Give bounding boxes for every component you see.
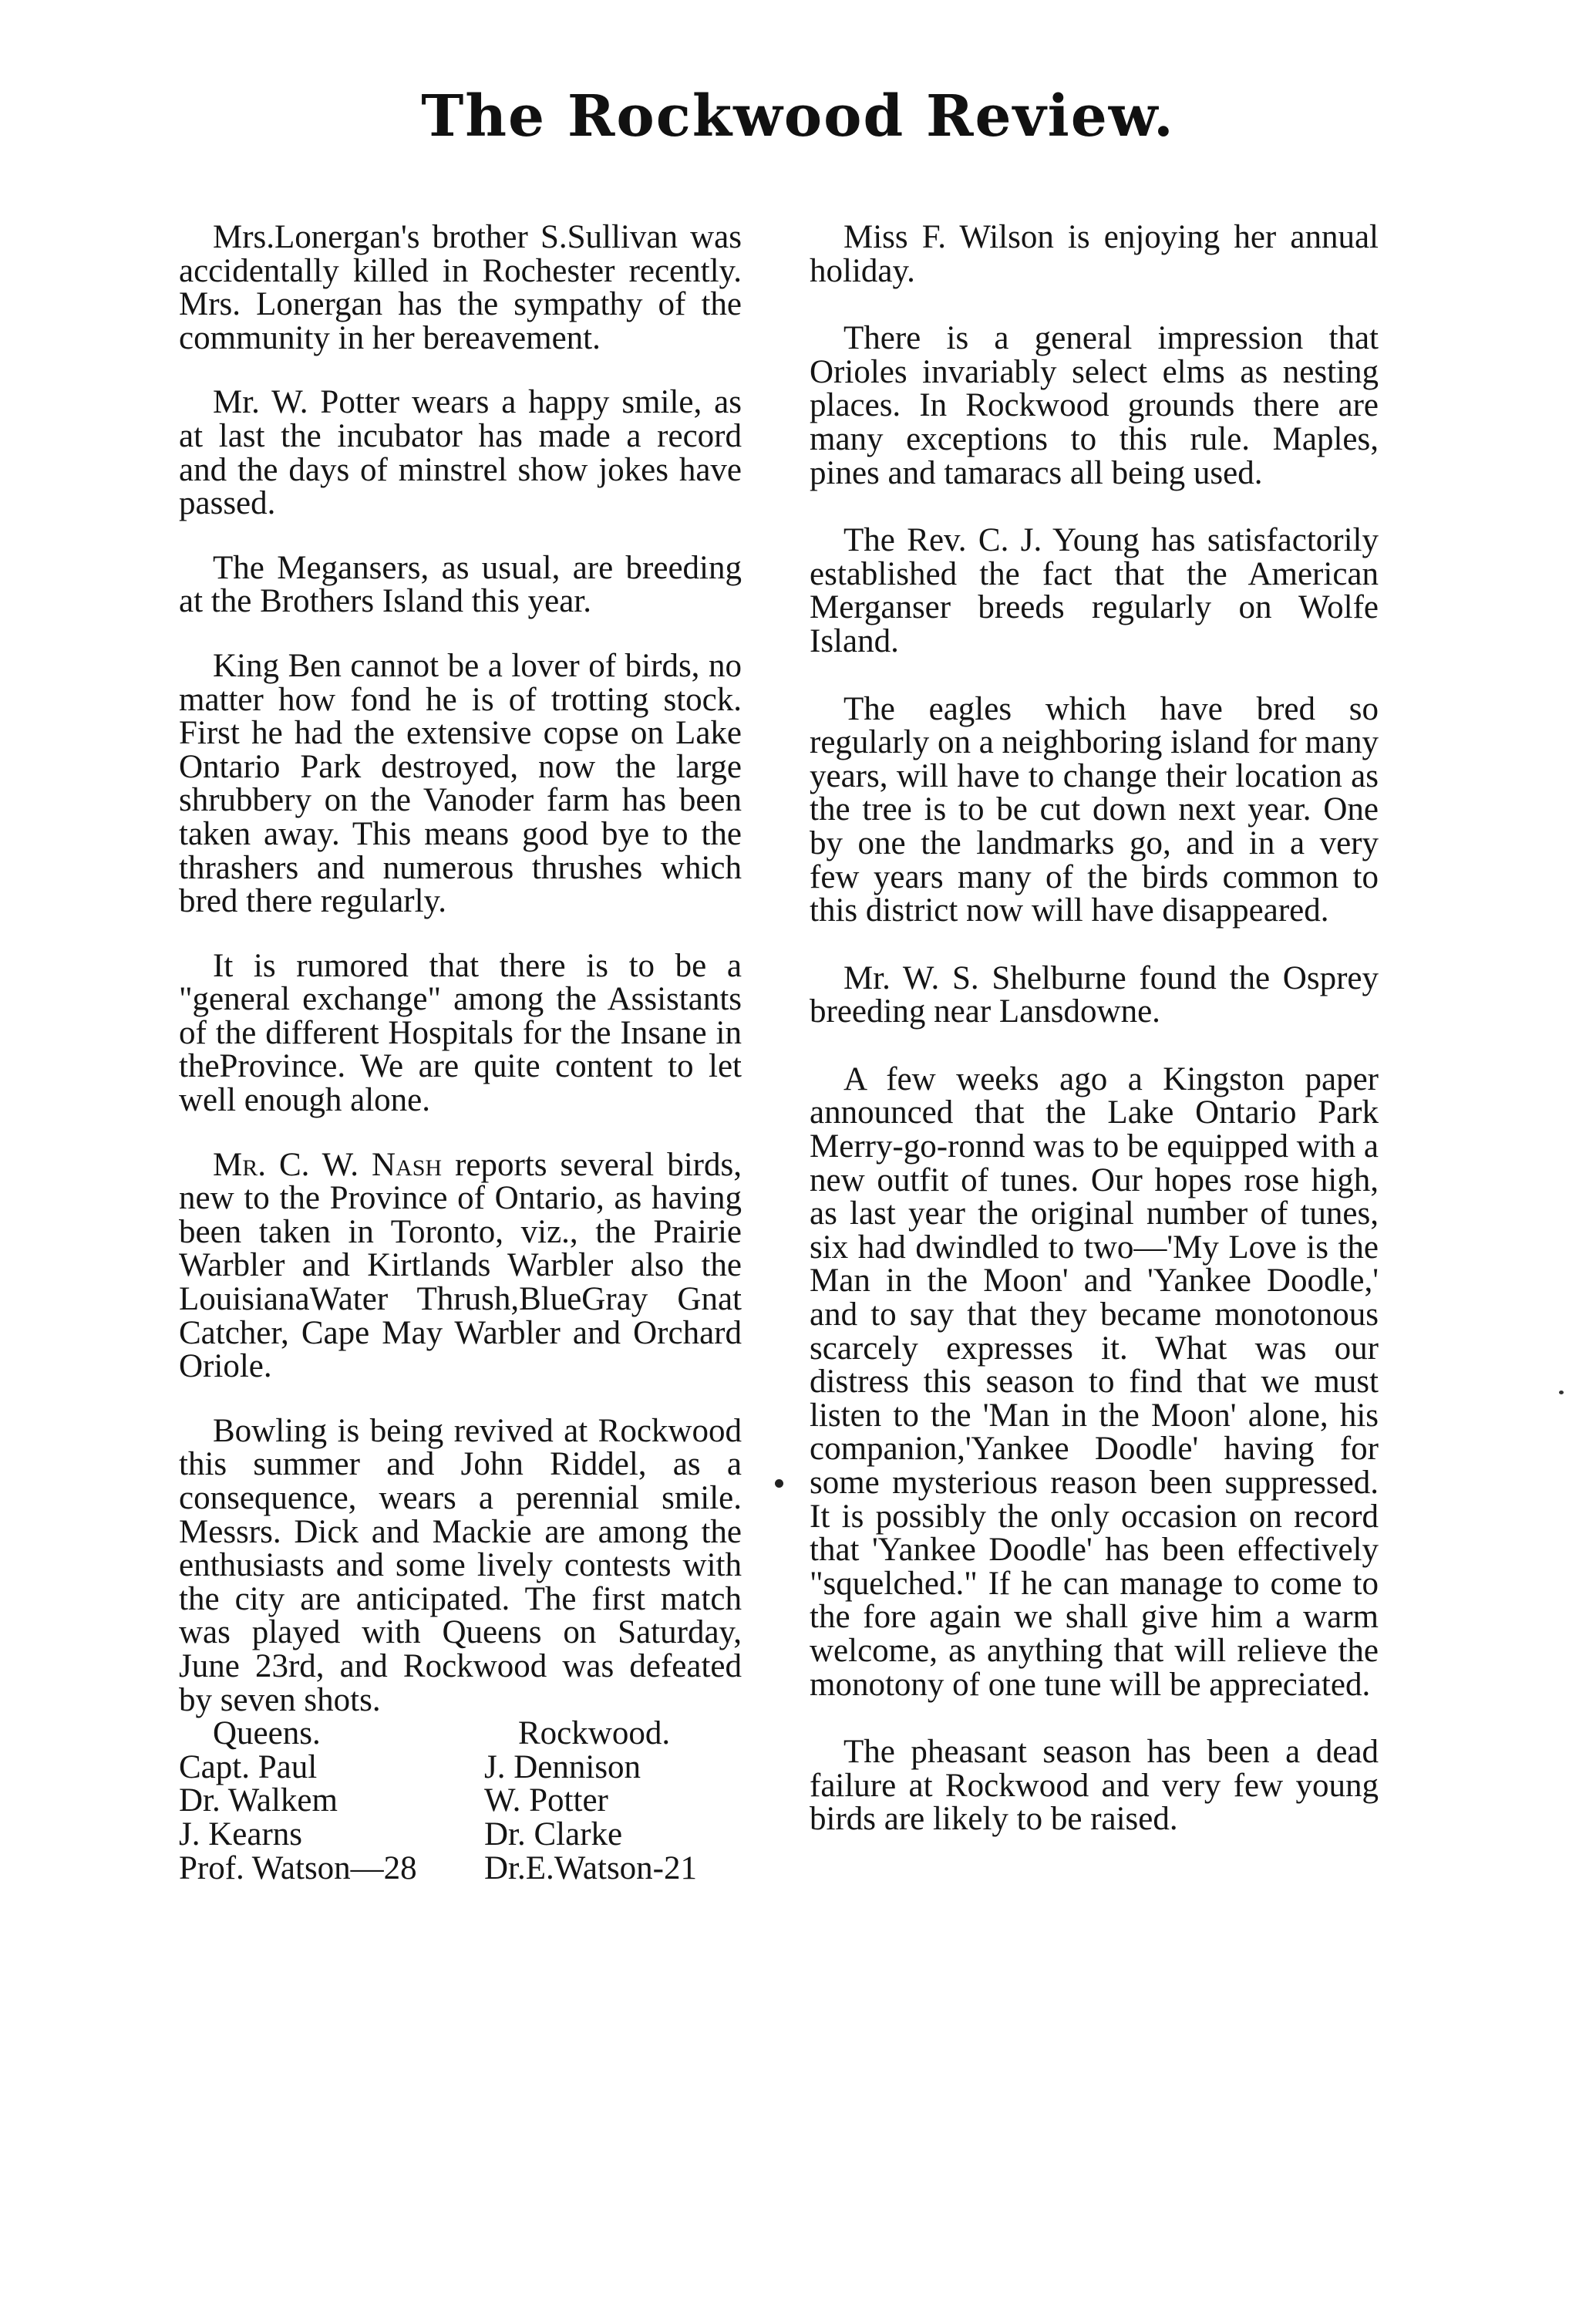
left-column: [179, 221, 742, 1885]
queens-skip-score: Prof. Watson—28: [179, 1849, 417, 1886]
news-item-sullivan: Mrs.Lonergan's brother S.Sullivan was accidentally killed in Rochester recently. Mrs. Lonergan has the sympathy of the community in her bereavement.: [179, 219, 742, 356]
nash-name: Mr. C. W. Nash: [213, 1146, 443, 1183]
news-item-shelburne: Mr. W. S. Shelburne found the Osprey breeding near Lansdowne.: [810, 959, 1379, 1030]
ink-speck: [1559, 1391, 1564, 1394]
margin-dot: [775, 1479, 783, 1488]
right-column: [810, 221, 1379, 1870]
rockwood-player: W. Potter: [484, 1782, 608, 1819]
news-item-exchange: It is rumored that there is to be a "general exchange" among the Assistants of the different Hospitals for the Insane in theProvince. We are quite content to let well enough alone.: [179, 947, 742, 1119]
queens-player: Dr. Walkem: [179, 1782, 338, 1819]
bowling-score-table: [179, 1717, 742, 1885]
queens-player: J. Kearns: [179, 1815, 303, 1852]
team-rockwood-header: Rockwood.: [518, 1715, 671, 1752]
news-item-potter: Mr. W. Potter wears a happy smile, as at last the incubator has made a record and the days of minstrel show jokes have passed.: [179, 384, 742, 522]
rockwood-player: J. Dennison: [484, 1748, 641, 1785]
news-item-merry-go-round: A few weeks ago a Kingston paper announced that the Lake Ontario Park Merry-go-ronnd was to be equipped with a new outfit of tunes. Our hopes rose high, as last year the original number of tunes, six had dwindled to two—'My Love is the Man in the Moon' and 'Yankee Doodle,' and to say that they became monotonous scarcely expresses it. What was our distress this season to find that we must listen to the 'Man in the Moon' alone, his companion,'Yankee Doodle' having for some mysterious reason been suppressed. It is possibly the only occasion on record that 'Yankee Doodle' has been effectively "squelched." If he can manage to come to the fore again we shall give him a warm welcome, as anything that will relieve the monotony of one tune will be appreciated.: [810, 1060, 1379, 1703]
news-item-wilson: Miss F. Wilson is enjoying her annual holiday.: [810, 219, 1379, 289]
masthead-title: The Rockwood Review.: [421, 83, 1175, 150]
news-item-eagles: The eagles which have bred so regularly on a neighboring island for many years, will have to change their location as the tree is to be cut down next year. One by one the landmarks go, and in a very few years many of the birds common to this district now will have disappeared.: [810, 690, 1379, 929]
rockwood-player: Dr. Clarke: [484, 1815, 623, 1852]
rockwood-skip-score: Dr.E.Watson-21: [484, 1849, 697, 1886]
news-item-orioles: There is a general impression that Orioles invariably select elms as nesting places. In Rockwood grounds there are many exceptions to this rule. Maples, pines and tamaracs all being used.: [810, 320, 1379, 491]
news-item-nash: [179, 1148, 742, 1384]
team-queens-header: Queens.: [213, 1715, 321, 1752]
nash-text: reports several birds, new to the Province of Ontario, as having been taken in Toronto, viz., the Prairie Warbler and Kirtlands Warbler also the LouisianaWater Thrush,BlueGray Gnat Catcher, Cape May Warbler and Orchard Oriole.: [179, 1146, 742, 1385]
news-item-pheasant: The pheasant season has been a dead failure at Rockwood and very few young birds are likely to be raised.: [810, 1734, 1379, 1838]
queens-player: Capt. Paul: [179, 1748, 318, 1785]
news-item-bowling: Bowling is being revived at Rockwood this summer and John Riddel, as a consequence, wears a perennial smile. Messrs. Dick and Mackie are among the enthusiasts and some lively contests with the city are anticipated. The first match was played with Queens on Saturday, June 23rd, and Rockwood was defeated by seven shots.: [179, 1412, 742, 1718]
news-item-young: The Rev. C. J. Young has satisfactorily established the fact that the American Merganser breeds regularly on Wolfe Island.: [810, 522, 1379, 659]
news-item-king-ben: King Ben cannot be a lover of birds, no matter how fond he is of trotting stock. First he had the extensive copse on Lake Ontario Park destroyed, now the large shrubbery on the Vanoder farm has been taken away. This means good bye to the thrashers and numerous thrushes which bred there regularly.: [179, 647, 742, 920]
news-item-megansers: The Megansers, as usual, are breeding at the Brothers Island this year.: [179, 549, 742, 620]
